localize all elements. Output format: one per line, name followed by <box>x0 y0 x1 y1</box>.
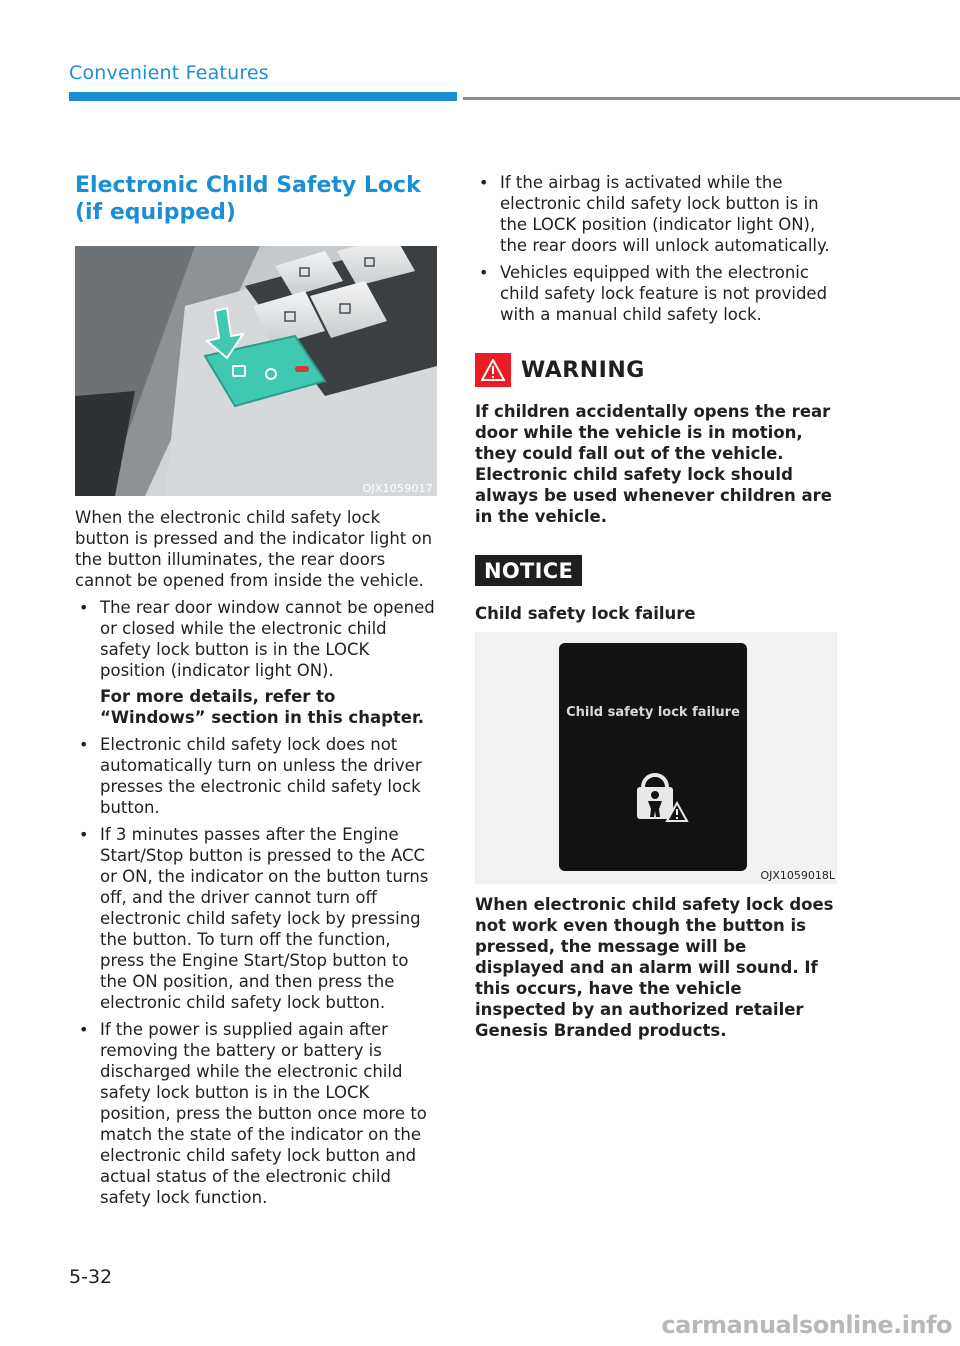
door-switch-illustration <box>75 246 437 496</box>
notice-label: NOTICE <box>475 555 582 586</box>
header-accent-bar <box>69 92 457 101</box>
list-item: • If the power is supplied again after removing the battery or battery is discharged while the electronic child safety lock button is in the LOCK position, press the button once more to match the state of the indicator on the electronic child safety lock button and actual status of the electronic child safety lock function. <box>75 1019 439 1208</box>
list-item: • If 3 minutes passes after the Engine Start/Stop button is pressed to the ACC or ON, the indicator on the button turns off, and the driver cannot turn off electronic child safety lock by pressing the button. To turn off the function, press the Engine Start/Stop button to the ON position, and then press the electronic child safety lock button. <box>75 824 439 1013</box>
list-item: • If the airbag is activated while the electronic child safety lock button is in the LOCK position (indicator light ON), the rear doors will unlock automatically. <box>475 172 837 256</box>
cluster-message-figure <box>475 632 837 884</box>
right-column <box>475 172 837 1041</box>
watermark: carmanualsonline.info <box>661 1311 952 1339</box>
left-column <box>75 172 439 1208</box>
warning-header <box>475 353 837 387</box>
header-rule <box>463 97 960 100</box>
figure-code: OJX1059018L <box>760 869 835 882</box>
warning-text: If children accidentally opens the rear door while the vehicle is in motion, they could fall out of the vehicle. Electronic child safety lock should always be used whenever children are in the vehicle. <box>475 402 832 526</box>
warning-triangle-icon <box>475 353 511 387</box>
cross-reference-note: For more details, refer to “Windows” section in this chapter. <box>100 687 425 727</box>
notice-subtitle: Child safety lock failure <box>475 604 696 623</box>
cluster-display <box>559 643 747 871</box>
page-number: 5-32 <box>69 1266 113 1288</box>
notice-text: When electronic child safety lock does not work even though the button is pressed, the message will be displayed and an alarm will sound. If this occurs, have the vehicle inspected by an authorized retailer Genesis Branded products. <box>475 895 834 1040</box>
section-title: Electronic Child Safety Lock (if equipped) <box>75 173 421 225</box>
warning-label: WARNING <box>521 357 645 383</box>
bullet-list <box>75 597 439 1208</box>
list-item: • The rear door window cannot be opened or closed while the electronic child safety lock button is in the LOCK position (indicator light ON). For more details, refer to “Windows” section in this chapter. <box>75 597 439 728</box>
bullet-list-continued <box>475 172 837 325</box>
figure-code: OJX1059017 <box>362 482 433 495</box>
chapter-title: Convenient Features <box>69 62 269 84</box>
list-item: • Electronic child safety lock does not automatically turn on unless the driver presses the electronic child safety lock button. <box>75 734 439 818</box>
intro-paragraph: When the electronic child safety lock button is pressed and the indicator light on the button illuminates, the rear doors cannot be opened from inside the vehicle. <box>75 508 433 590</box>
door-switch-figure <box>75 246 437 496</box>
child-lock-warning-icon <box>629 765 689 825</box>
cluster-message: Child safety lock failure <box>566 705 740 720</box>
list-item: • Vehicles equipped with the electronic child safety lock feature is not provided with a manual child safety lock. <box>475 262 837 325</box>
